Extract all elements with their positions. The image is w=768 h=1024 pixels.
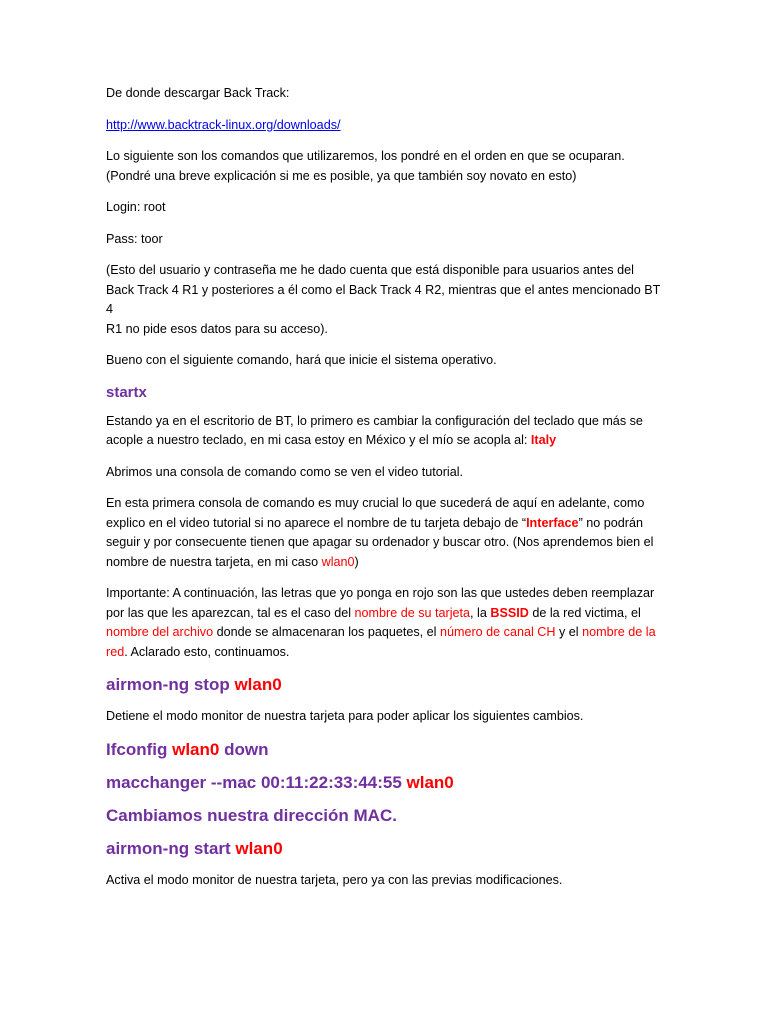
airmon-start-iface: wlan0 bbox=[235, 838, 283, 858]
keyboard-paragraph bbox=[106, 412, 668, 451]
interface-highlight: Interface bbox=[526, 515, 579, 530]
crucial-paragraph bbox=[106, 494, 668, 572]
keyboard-line-1: Estando ya en el escritorio de BT, lo primero es cambiar la configuración del teclado que más se bbox=[106, 413, 643, 428]
crucial-line-3: seguir y por consecuente tienen que apagar su ordenador y buscar otro. (Nos aprendemos bien el bbox=[106, 535, 654, 549]
ifconfig-iface: wlan0 bbox=[172, 739, 220, 759]
keyboard-line-2: acople a nuestro teclado, en mi casa estoy en México y el mío se acopla al: bbox=[106, 433, 531, 447]
net-name-highlight-1: nombre de la bbox=[582, 625, 656, 639]
commands-paragraph bbox=[106, 147, 668, 186]
credentials-line-2: Back Track 4 R1 y posteriores a él como el Back Track 4 R2, mientras que el antes mencionado BT 4 bbox=[106, 282, 661, 316]
intro-text: De donde descargar Back Track: bbox=[106, 86, 290, 100]
stop-paragraph: Detiene el modo monitor de nuestra tarjeta para poder aplicar los siguientes cambios. bbox=[106, 709, 584, 723]
ifconfig-cmd: Ifconfig bbox=[106, 739, 173, 759]
airmon-stop-iface: wlan0 bbox=[234, 675, 282, 694]
crucial-line-4a: nombre de nuestra tarjeta, en mi caso bbox=[106, 554, 322, 569]
ifconfig-rest: down bbox=[219, 739, 269, 759]
crucial-line-4b: ) bbox=[354, 554, 359, 569]
crucial-line-2b: ” no podrán bbox=[578, 515, 643, 530]
credentials-line-1: (Esto del usuario y contraseña me he dado cuenta que está disponible para usuarios antes del bbox=[106, 263, 634, 277]
pass-text: Pass: toor bbox=[106, 231, 163, 246]
commands-line-2: (Pondré una breve explicación si me es posible, ya que también soy novato en esto) bbox=[106, 168, 577, 183]
startx-command: startx bbox=[106, 383, 147, 401]
file-name-highlight: nombre del archivo bbox=[106, 625, 214, 639]
credentials-paragraph bbox=[106, 261, 668, 339]
important-line-2b: , la bbox=[470, 605, 491, 620]
important-line-3b: y el bbox=[555, 625, 583, 639]
important-line-2a: por las que les aparezcan, tal es el caso del bbox=[106, 605, 355, 620]
start-paragraph: Bueno con el siguiente comando, hará que inicie el sistema operativo. bbox=[106, 353, 497, 367]
airmon-stop-command bbox=[106, 674, 668, 696]
bssid-highlight: BSSID bbox=[490, 605, 529, 620]
login-text: Login: root bbox=[106, 200, 166, 214]
important-line-1: Importante: A continuación, las letras que yo ponga en rojo son las que ustedes deben reemplazar bbox=[106, 586, 655, 600]
activate-paragraph: Activa el modo monitor de nuestra tarjeta, pero ya con las previas modificaciones. bbox=[106, 872, 563, 887]
crucial-line-1: En esta primera consola de comando es muy crucial lo que sucederá de aquí en adelante, como bbox=[106, 496, 645, 510]
commands-line-1: Lo siguiente son los comandos que utilizaremos, los pondré en el orden en que se ocuparan. bbox=[106, 149, 625, 163]
net-name-highlight-2: red bbox=[106, 644, 125, 659]
mac-heading: Cambiamos nuestra dirección MAC. bbox=[106, 805, 397, 825]
macchanger-iface: wlan0 bbox=[406, 772, 454, 792]
card-name-highlight: nombre de su tarjeta bbox=[354, 605, 471, 620]
crucial-line-2a: explico en el video tutorial si no aparece el nombre de tu tarjeta debajo de “ bbox=[106, 515, 527, 530]
console-paragraph: Abrimos una consola de comando como se ven el video tutorial. bbox=[106, 464, 464, 479]
macchanger-command bbox=[106, 772, 668, 794]
ifconfig-command bbox=[106, 739, 668, 761]
wlan0-highlight: wlan0 bbox=[321, 554, 355, 569]
channel-highlight: número de canal CH bbox=[439, 625, 556, 639]
important-line-3a: donde se almacenaran los paquetes, el bbox=[213, 625, 440, 639]
download-link[interactable]: http://www.backtrack-linux.org/downloads/ bbox=[106, 117, 341, 132]
credentials-line-3: R1 no pide esos datos para su acceso). bbox=[106, 321, 328, 336]
important-line-4: . Aclarado esto, continuamos. bbox=[124, 644, 290, 659]
macchanger-cmd: macchanger --mac 00:11:22:33:44:55 bbox=[106, 772, 407, 792]
airmon-start-command bbox=[106, 838, 668, 860]
important-line-2c: de la red victima, el bbox=[528, 605, 641, 620]
important-paragraph bbox=[106, 584, 668, 662]
italy-highlight: Italy bbox=[530, 433, 557, 447]
download-link-line bbox=[106, 116, 668, 136]
airmon-start-cmd: airmon-ng start bbox=[106, 838, 236, 858]
airmon-stop-cmd: airmon-ng stop bbox=[106, 675, 235, 694]
